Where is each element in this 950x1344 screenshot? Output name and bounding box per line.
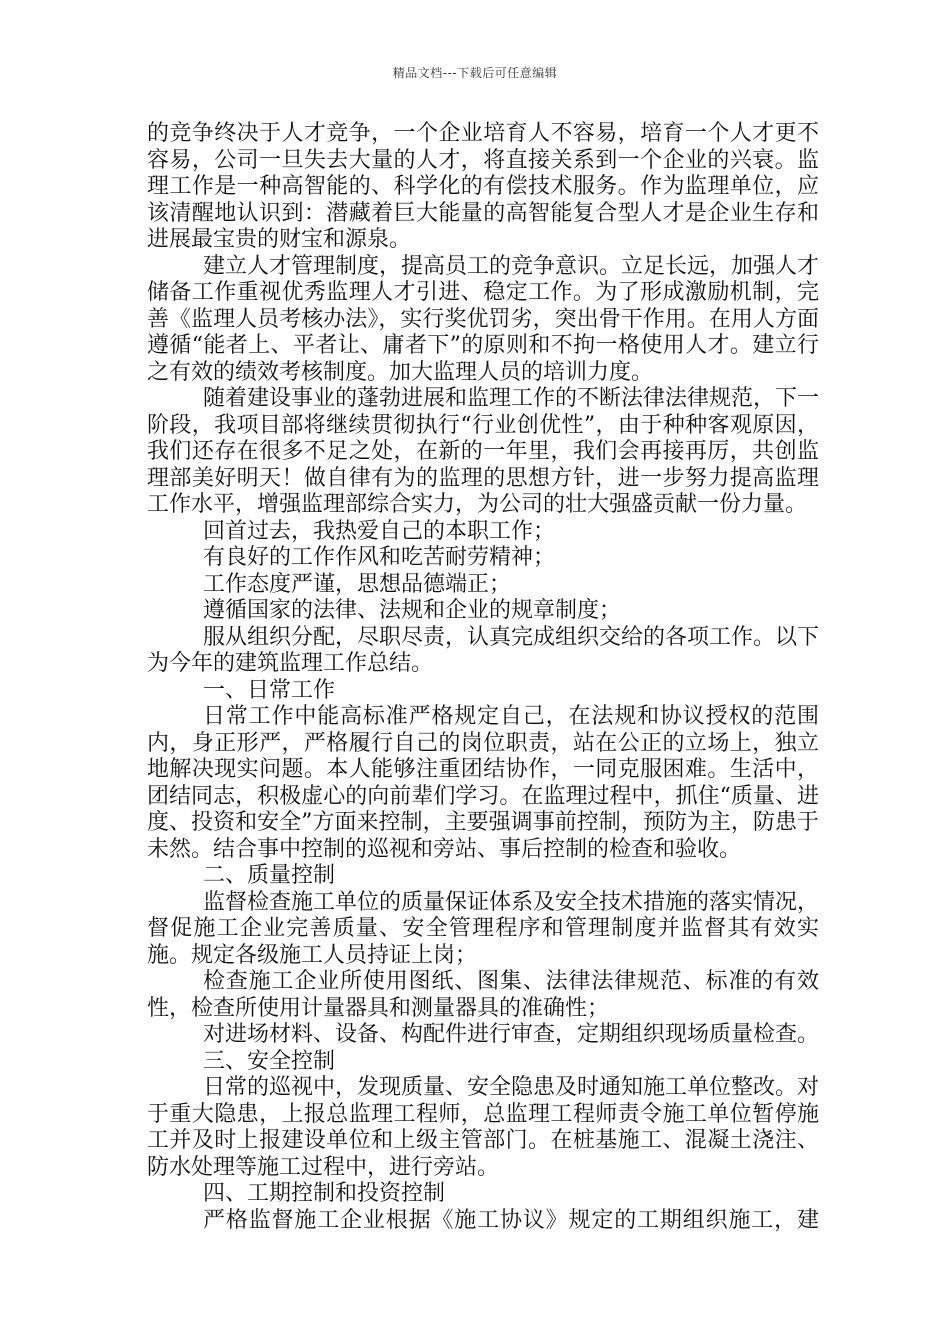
paragraph: 对进场材料、设备、构配件进行审查，定期组织现场质量检查。 — [203, 1022, 820, 1047]
paragraph: 监督检查施工单位的质量保证体系及安全技术措施的落实情况，督促施工企业完善质量、安全管理程序和管理制度并监督其有效实施。规定各级施工人员持证上岗； — [147, 889, 820, 968]
paragraph: 严格监督施工企业根据《施工协议》规定的工期组织施工，建 — [203, 1207, 819, 1233]
paragraph: 日常的巡视中，发现质量、安全隐患及时通知施工单位整改。对于重大隐患，上报总监理工程师，总监理工程师责令施工单位暂停施工并及时上报建设单位和上级主管部门。在桩基施工、混凝土浇注、防水处理等施工过程中，进行旁站。 — [147, 1075, 820, 1180]
section-heading: 三、安全控制 — [203, 1048, 336, 1074]
section-heading: 一、日常工作 — [203, 677, 336, 703]
list-line: 有良好的工作作风和吃苦耐劳精神； — [203, 545, 556, 570]
paragraph: 的竞争终决于人才竞争，一个企业培育人不容易，培育一个人才更不容易，公司一旦失去大量的人才，将直接关系到一个企业的兴衰。监理工作是一种高智能的、科学化的有偿技术服务。作为监理单位，应该清醒地认识到：潜藏着巨大能量的高智能复合型人才是企业生存和进展最宝贵的财宝和源泉。 — [147, 121, 819, 252]
page-header: 精品文档---下载后可任意编辑 — [392, 66, 558, 80]
section-heading: 四、工期控制和投资控制 — [203, 1181, 446, 1206]
list-line: 遵循国家的法律、法规和企业的规章制度； — [203, 598, 622, 623]
paragraph: 日常工作中能高标准严格规定自己，在法规和协议授权的范围内，身正形严，严格履行自己的岗位职责，站在公正的立场上，独立地解决现实问题。本人能够注重团结协作，一同克服困难。生活中，团结同志，积极虚心的向前辈们学习。在监理过程中，抓住“质量、进度、投资和安全”方面来控制，主要强调事前控制，预防为主，防患于未然。结合事中控制的巡视和旁站、事后控制的检查和验收。 — [147, 704, 819, 862]
section-heading: 二、质量控制 — [203, 863, 336, 888]
paragraph: 随着建设事业的蓬勃进展和监理工作的不断法律法律规范，下一阶段，我项目部将继续贯彻执行“行业创优性”，由于种种客观原因，我们还存在很多不足之处，在新的一年里，我们会再接再厉，共创监理部美好明天！做自律有为的监理的思想方针，进一步努力提高监理工作水平，增强监理部综合实力，为公司的壮大强盛贡献一份力量。 — [147, 386, 820, 517]
paragraph: 建立人才管理制度，提高员工的竞争意识。立足长远，加强人才储备工作重视优秀监理人才引进、稳定工作。为了形成激励机制，完善《监理人员考核办法》，实行奖优罚劣，突出骨干作用。在用人方面遵循“能者上、平者让、庸者下”的原则和不拘一格使用人才。建立行之有效的绩效考核制度。加大监理人员的培训力度。 — [147, 253, 820, 385]
list-line: 工作态度严谨，思想品德端正； — [203, 571, 512, 597]
list-line: 回首过去，我热爱自己的本职工作； — [203, 518, 556, 544]
paragraph: 服从组织分配，尽职尽责，认真完成组织交给的各项工作。以下为今年的建筑监理工作总结。 — [147, 624, 820, 676]
paragraph: 检查施工企业所使用图纸、图集、法律法律规范、标准的有效性，检查所使用计量器具和测量器具的准确性； — [147, 969, 819, 1021]
document-body — [147, 121, 819, 1234]
